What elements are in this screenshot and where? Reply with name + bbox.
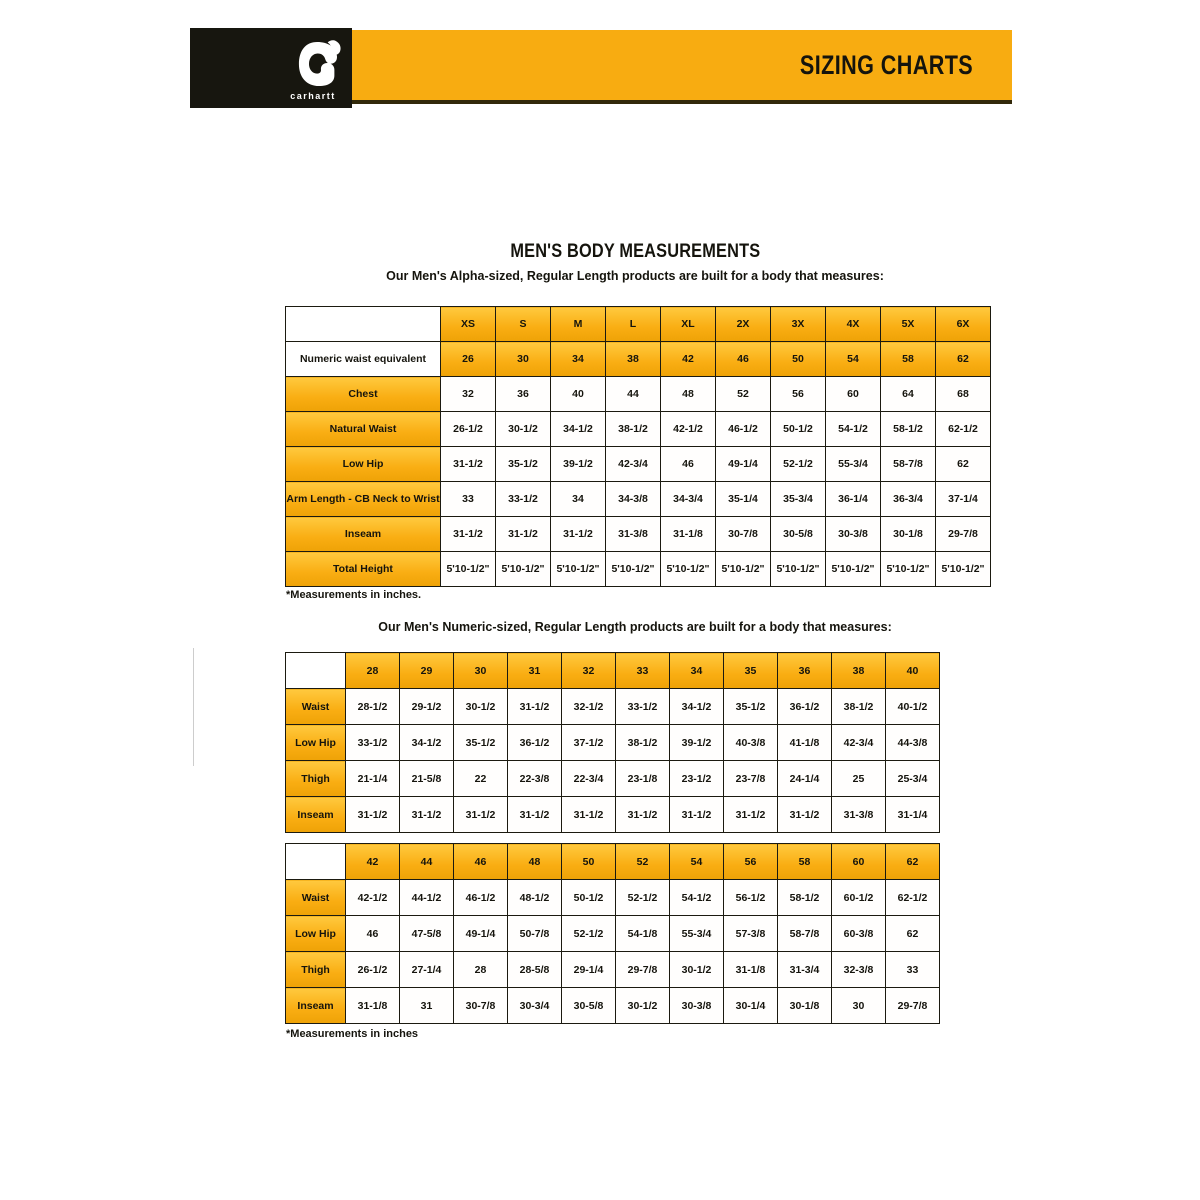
- measurement-cell: 5'10-1/2": [606, 552, 661, 587]
- measurement-cell: 30-1/4: [724, 988, 778, 1024]
- measurement-cell: 33: [441, 482, 496, 517]
- measurement-cell: 62: [936, 342, 991, 377]
- row-label: Numeric waist equivalent: [286, 342, 441, 377]
- measurement-cell: 46: [661, 447, 716, 482]
- page-title-band: [35, 241, 1200, 263]
- measurement-cell: 5'10-1/2": [441, 552, 496, 587]
- measurement-cell: 31-1/2: [551, 517, 606, 552]
- measurement-cell: 28-5/8: [508, 952, 562, 988]
- measurement-cell: 47-5/8: [400, 916, 454, 952]
- measurement-cell: 33: [886, 952, 940, 988]
- measurement-cell: 34: [551, 342, 606, 377]
- measurement-cell: 30: [496, 342, 551, 377]
- measurement-cell: 5'10-1/2": [716, 552, 771, 587]
- measurement-cell: 56: [771, 377, 826, 412]
- size-column-header: XS: [441, 307, 496, 342]
- measurement-cell: 62-1/2: [886, 880, 940, 916]
- row-label: Thigh: [286, 761, 346, 797]
- page-title: MEN'S BODY MEASUREMENTS: [510, 241, 760, 262]
- measurement-cell: 31-1/2: [441, 517, 496, 552]
- measurement-cell: 31-1/2: [346, 797, 400, 833]
- measurement-cell: 5'10-1/2": [551, 552, 606, 587]
- size-column-header: 5X: [881, 307, 936, 342]
- row-label: Waist: [286, 689, 346, 725]
- measurement-cell: 35-1/2: [496, 447, 551, 482]
- row-label: Low Hip: [286, 916, 346, 952]
- measurement-cell: 30-5/8: [562, 988, 616, 1024]
- measurement-cell: 29-7/8: [616, 952, 670, 988]
- row-label: Waist: [286, 880, 346, 916]
- measurement-cell: 31-1/2: [441, 447, 496, 482]
- measurement-cell: 56-1/2: [724, 880, 778, 916]
- measurement-cell: 23-7/8: [724, 761, 778, 797]
- measurement-cell: 31: [400, 988, 454, 1024]
- measurement-cell: 39-1/2: [670, 725, 724, 761]
- measurement-cell: 54: [826, 342, 881, 377]
- measurement-cell: 68: [936, 377, 991, 412]
- measurement-cell: 29-7/8: [936, 517, 991, 552]
- measurement-cell: 22: [454, 761, 508, 797]
- sizing-table: [285, 843, 940, 1024]
- measurement-cell: 52: [716, 377, 771, 412]
- measurement-cell: 26-1/2: [441, 412, 496, 447]
- measurement-cell: 62-1/2: [936, 412, 991, 447]
- measurement-cell: 33-1/2: [346, 725, 400, 761]
- size-column-header: 36: [778, 653, 832, 689]
- measurement-cell: 33-1/2: [496, 482, 551, 517]
- size-column-header: 42: [346, 844, 400, 880]
- measurement-cell: 28-1/2: [346, 689, 400, 725]
- size-column-header: 6X: [936, 307, 991, 342]
- measurement-cell: 46: [346, 916, 400, 952]
- measurement-cell: 31-1/4: [886, 797, 940, 833]
- measurement-cell: 33-1/2: [616, 689, 670, 725]
- measurement-cell: 34: [551, 482, 606, 517]
- sizing-charts-banner: [352, 30, 1012, 104]
- size-column-header: 28: [346, 653, 400, 689]
- size-column-header: 40: [886, 653, 940, 689]
- row-label: Low Hip: [286, 447, 441, 482]
- measurement-cell: 5'10-1/2": [496, 552, 551, 587]
- measurement-cell: 31-1/8: [724, 952, 778, 988]
- measurement-cell: 60-3/8: [832, 916, 886, 952]
- measurement-cell: 31-1/2: [454, 797, 508, 833]
- measurement-cell: 30-7/8: [454, 988, 508, 1024]
- measurement-cell: 58-7/8: [881, 447, 936, 482]
- corner-spacer: [286, 844, 346, 880]
- measurement-cell: 22-3/8: [508, 761, 562, 797]
- measurement-cell: 36-1/2: [778, 689, 832, 725]
- corner-spacer: [286, 653, 346, 689]
- numeric-subtitle: Our Men's Numeric-sized, Regular Length products are built for a body that measures:: [378, 620, 892, 634]
- measurement-cell: 37-1/2: [562, 725, 616, 761]
- measurement-cell: 5'10-1/2": [881, 552, 936, 587]
- measurement-cell: 31-1/8: [661, 517, 716, 552]
- measurement-cell: 31-1/2: [508, 689, 562, 725]
- measurement-cell: 46: [716, 342, 771, 377]
- row-label: Low Hip: [286, 725, 346, 761]
- measurement-cell: 5'10-1/2": [661, 552, 716, 587]
- measurement-cell: 30-1/2: [616, 988, 670, 1024]
- measurement-cell: 46-1/2: [716, 412, 771, 447]
- banner-title: SIZING CHARTS: [800, 49, 974, 80]
- measurement-cell: 30-1/8: [881, 517, 936, 552]
- measurement-cell: 58-7/8: [778, 916, 832, 952]
- measurement-cell: 21-1/4: [346, 761, 400, 797]
- size-column-header: 29: [400, 653, 454, 689]
- measurement-cell: 48: [661, 377, 716, 412]
- measurement-cell: 5'10-1/2": [771, 552, 826, 587]
- size-column-header: 48: [508, 844, 562, 880]
- measurement-cell: 5'10-1/2": [936, 552, 991, 587]
- measurement-cell: 30-1/2: [670, 952, 724, 988]
- alpha-footnote: *Measurements in inches.: [286, 589, 422, 601]
- measurement-cell: 25: [832, 761, 886, 797]
- measurement-cell: 30-3/8: [826, 517, 881, 552]
- measurement-cell: 30-1/8: [778, 988, 832, 1024]
- measurement-cell: 30-1/2: [454, 689, 508, 725]
- size-column-header: 35: [724, 653, 778, 689]
- measurement-cell: 27-1/4: [400, 952, 454, 988]
- alpha-subtitle: Our Men's Alpha-sized, Regular Length products are built for a body that measures:: [386, 269, 884, 283]
- measurement-cell: 50: [771, 342, 826, 377]
- measurement-cell: 38-1/2: [832, 689, 886, 725]
- measurement-cell: 36-1/2: [508, 725, 562, 761]
- corner-spacer: [286, 307, 441, 342]
- measurement-cell: 28: [454, 952, 508, 988]
- measurement-cell: 54-1/2: [670, 880, 724, 916]
- measurement-cell: 23-1/8: [616, 761, 670, 797]
- size-column-header: 30: [454, 653, 508, 689]
- measurement-cell: 32-1/2: [562, 689, 616, 725]
- size-column-header: 60: [832, 844, 886, 880]
- measurement-cell: 44-3/8: [886, 725, 940, 761]
- measurement-cell: 22-3/4: [562, 761, 616, 797]
- row-label: Thigh: [286, 952, 346, 988]
- measurement-cell: 32: [441, 377, 496, 412]
- measurement-cell: 40-3/8: [724, 725, 778, 761]
- measurement-cell: 62: [886, 916, 940, 952]
- measurement-cell: 31-1/2: [562, 797, 616, 833]
- measurement-cell: 32-3/8: [832, 952, 886, 988]
- row-label: Total Height: [286, 552, 441, 587]
- size-column-header: 62: [886, 844, 940, 880]
- measurement-cell: 52-1/2: [771, 447, 826, 482]
- measurement-cell: 54-1/8: [616, 916, 670, 952]
- row-label: Natural Waist: [286, 412, 441, 447]
- measurement-cell: 42-3/4: [832, 725, 886, 761]
- measurement-cell: 52-1/2: [562, 916, 616, 952]
- size-column-header: M: [551, 307, 606, 342]
- measurement-cell: 25-3/4: [886, 761, 940, 797]
- measurement-cell: 26: [441, 342, 496, 377]
- measurement-cell: 57-3/8: [724, 916, 778, 952]
- measurement-cell: 58-1/2: [778, 880, 832, 916]
- measurement-cell: 35-3/4: [771, 482, 826, 517]
- size-column-header: 46: [454, 844, 508, 880]
- row-label: Arm Length - CB Neck to Wrist: [286, 482, 441, 517]
- measurement-cell: 37-1/4: [936, 482, 991, 517]
- measurement-cell: 30: [832, 988, 886, 1024]
- measurement-cell: 31-1/2: [778, 797, 832, 833]
- measurement-cell: 50-1/2: [562, 880, 616, 916]
- measurement-cell: 38: [606, 342, 661, 377]
- numeric-size-table-42-62: [285, 843, 940, 1024]
- measurement-cell: 36-3/4: [881, 482, 936, 517]
- measurement-cell: 40-1/2: [886, 689, 940, 725]
- row-label: Chest: [286, 377, 441, 412]
- measurement-cell: 31-1/2: [616, 797, 670, 833]
- measurement-cell: 30-3/4: [508, 988, 562, 1024]
- measurement-cell: 42-3/4: [606, 447, 661, 482]
- measurement-cell: 35-1/2: [724, 689, 778, 725]
- size-column-header: XL: [661, 307, 716, 342]
- measurement-cell: 35-1/2: [454, 725, 508, 761]
- numeric-size-table-28-40: [285, 652, 940, 833]
- row-label: Inseam: [286, 988, 346, 1024]
- measurement-cell: 23-1/2: [670, 761, 724, 797]
- measurement-cell: 34-1/2: [400, 725, 454, 761]
- measurement-cell: 38-1/2: [616, 725, 670, 761]
- measurement-cell: 31-1/2: [724, 797, 778, 833]
- size-column-header: 54: [670, 844, 724, 880]
- size-column-header: 34: [670, 653, 724, 689]
- measurement-cell: 30-3/8: [670, 988, 724, 1024]
- measurement-cell: 42: [661, 342, 716, 377]
- size-column-header: 52: [616, 844, 670, 880]
- measurement-cell: 44-1/2: [400, 880, 454, 916]
- measurement-cell: 42-1/2: [346, 880, 400, 916]
- measurement-cell: 29-1/4: [562, 952, 616, 988]
- measurement-cell: 30-7/8: [716, 517, 771, 552]
- measurement-cell: 64: [881, 377, 936, 412]
- measurement-cell: 30-5/8: [771, 517, 826, 552]
- size-column-header: 44: [400, 844, 454, 880]
- measurement-cell: 34-3/8: [606, 482, 661, 517]
- measurement-cell: 60: [826, 377, 881, 412]
- measurement-cell: 50-7/8: [508, 916, 562, 952]
- size-column-header: 31: [508, 653, 562, 689]
- measurement-cell: 44: [606, 377, 661, 412]
- scan-artifact-line: [193, 648, 194, 766]
- carhartt-logo-box: [190, 28, 352, 108]
- size-column-header: 56: [724, 844, 778, 880]
- measurement-cell: 31-3/8: [832, 797, 886, 833]
- measurement-cell: 36-1/4: [826, 482, 881, 517]
- size-column-header: L: [606, 307, 661, 342]
- measurement-cell: 58: [881, 342, 936, 377]
- size-column-header: 2X: [716, 307, 771, 342]
- measurement-cell: 42-1/2: [661, 412, 716, 447]
- measurement-cell: 21-5/8: [400, 761, 454, 797]
- measurement-cell: 62: [936, 447, 991, 482]
- measurement-cell: 31-1/8: [346, 988, 400, 1024]
- measurement-cell: 38-1/2: [606, 412, 661, 447]
- size-column-header: 4X: [826, 307, 881, 342]
- measurement-cell: 24-1/4: [778, 761, 832, 797]
- size-column-header: 32: [562, 653, 616, 689]
- size-column-header: 33: [616, 653, 670, 689]
- measurement-cell: 58-1/2: [881, 412, 936, 447]
- row-label: Inseam: [286, 797, 346, 833]
- measurement-cell: 36: [496, 377, 551, 412]
- measurement-cell: 55-3/4: [826, 447, 881, 482]
- measurement-cell: 31-3/8: [606, 517, 661, 552]
- measurement-cell: 34-1/2: [670, 689, 724, 725]
- measurement-cell: 5'10-1/2": [826, 552, 881, 587]
- measurement-cell: 29-7/8: [886, 988, 940, 1024]
- measurement-cell: 31-1/2: [670, 797, 724, 833]
- sizing-table: [285, 306, 991, 587]
- measurement-cell: 60-1/2: [832, 880, 886, 916]
- carhartt-logo-wordmark: carhartt: [290, 91, 336, 101]
- measurement-cell: 40: [551, 377, 606, 412]
- measurement-cell: 41-1/8: [778, 725, 832, 761]
- measurement-cell: 54-1/2: [826, 412, 881, 447]
- numeric-footnote: *Measurements in inches: [286, 1028, 419, 1040]
- size-column-header: 50: [562, 844, 616, 880]
- measurement-cell: 49-1/4: [716, 447, 771, 482]
- measurement-cell: 31-1/2: [496, 517, 551, 552]
- measurement-cell: 26-1/2: [346, 952, 400, 988]
- size-column-header: 3X: [771, 307, 826, 342]
- measurement-cell: 50-1/2: [771, 412, 826, 447]
- measurement-cell: 55-3/4: [670, 916, 724, 952]
- measurement-cell: 31-3/4: [778, 952, 832, 988]
- size-column-header: 58: [778, 844, 832, 880]
- measurement-cell: 31-1/2: [400, 797, 454, 833]
- alpha-size-table: [285, 306, 991, 587]
- carhartt-c-icon: [297, 39, 343, 89]
- sizing-table: [285, 652, 940, 833]
- measurement-cell: 30-1/2: [496, 412, 551, 447]
- measurement-cell: 35-1/4: [716, 482, 771, 517]
- measurement-cell: 34-3/4: [661, 482, 716, 517]
- measurement-cell: 48-1/2: [508, 880, 562, 916]
- size-column-header: S: [496, 307, 551, 342]
- size-column-header: 38: [832, 653, 886, 689]
- measurement-cell: 39-1/2: [551, 447, 606, 482]
- measurement-cell: 29-1/2: [400, 689, 454, 725]
- measurement-cell: 31-1/2: [508, 797, 562, 833]
- measurement-cell: 52-1/2: [616, 880, 670, 916]
- measurement-cell: 49-1/4: [454, 916, 508, 952]
- measurement-cell: 34-1/2: [551, 412, 606, 447]
- row-label: Inseam: [286, 517, 441, 552]
- measurement-cell: 46-1/2: [454, 880, 508, 916]
